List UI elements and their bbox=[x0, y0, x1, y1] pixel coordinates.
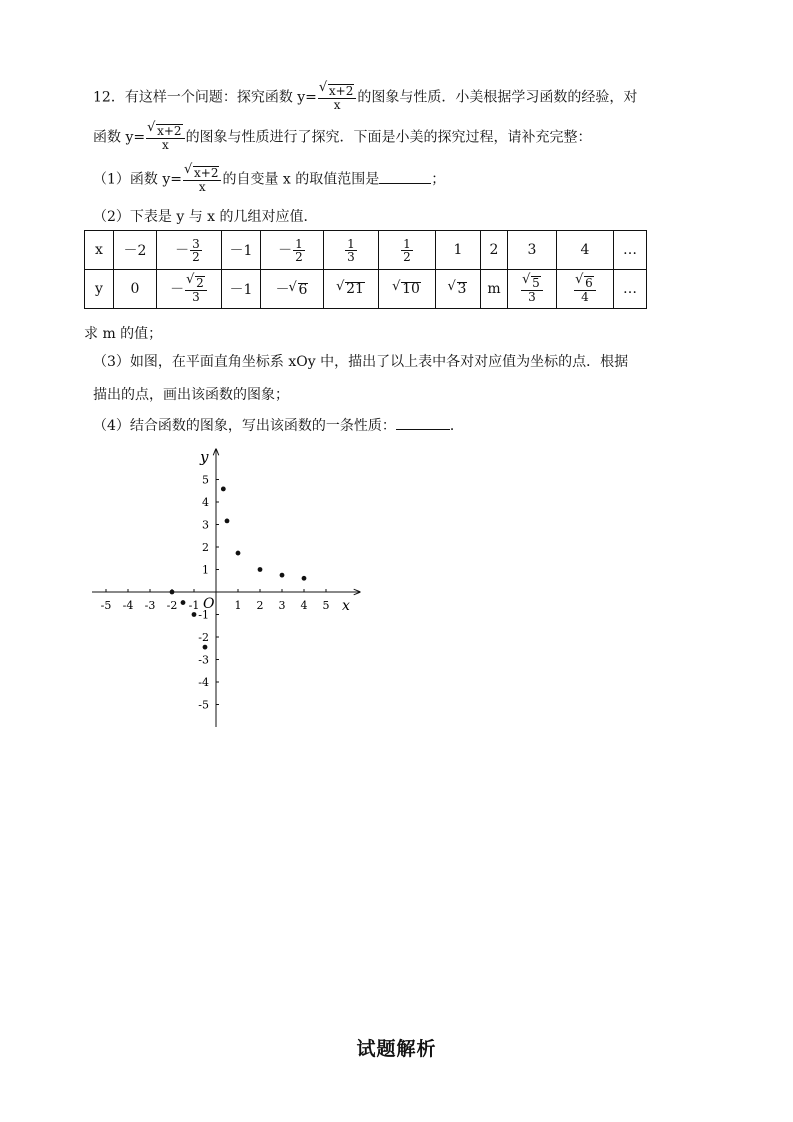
x-tick-label: -3 bbox=[144, 599, 156, 612]
ask-m: 求 m 的值； bbox=[84, 326, 163, 342]
y-tick-label: 3 bbox=[202, 518, 209, 532]
x-tick-label: -5 bbox=[100, 599, 112, 612]
table-cell: … bbox=[614, 231, 647, 270]
y-tick-label: -4 bbox=[198, 676, 209, 689]
table-row-x bbox=[85, 231, 647, 270]
x-tick-label: 3 bbox=[278, 599, 286, 612]
plotted-point bbox=[170, 590, 175, 595]
table-cell: $\frac{1}{3}$ bbox=[324, 231, 379, 270]
x-axis-label: x bbox=[342, 598, 350, 614]
y-tick-label: -3 bbox=[198, 653, 209, 667]
table-row-y bbox=[85, 270, 647, 309]
plotted-point bbox=[181, 600, 186, 605]
origin-label: O bbox=[203, 596, 215, 612]
table-cell: 3 bbox=[508, 231, 557, 270]
x-tick-label: -4 bbox=[122, 599, 134, 612]
y-tick-label: 2 bbox=[202, 541, 209, 554]
part-1: （1）函数 y= √ $\frac{x+2}{x}$ 的自变量 x 的取值范围是 ； bbox=[93, 166, 445, 193]
table-cell: √ $\frac{6}{4}$ bbox=[557, 270, 614, 309]
table-cell: 1 bbox=[436, 231, 481, 270]
answer-blank-4[interactable] bbox=[396, 429, 450, 430]
part-2: （2）下表是 y 与 x 的几组对应值． bbox=[93, 209, 318, 225]
table-cell: 2 bbox=[481, 231, 508, 270]
function-fraction: √ $\frac{x+2}{x}$ bbox=[183, 166, 221, 193]
part-4: （4）结合函数的图象，写出该函数的一条性质： ． bbox=[93, 418, 464, 434]
table-cell: √ 10 bbox=[379, 270, 436, 309]
question-text: 12．有这样一个问题：探究函数 y= bbox=[93, 89, 317, 106]
question-line-2: 函数 y= √ $\frac{x+2}{x}$ 的图象与性质进行了探究．下面是小美的探究过程，请补充完整： bbox=[93, 124, 592, 151]
table-header-x: x bbox=[85, 231, 114, 270]
answer-blank-1[interactable] bbox=[379, 183, 431, 184]
part-3-line-1: （3）如图，在平面直角坐标系 xOy 中，描出了以上表中各对对应值为坐标的点．根据 bbox=[93, 354, 629, 370]
y-tick-label: 4 bbox=[202, 496, 209, 509]
plotted-point bbox=[203, 645, 208, 650]
x-tick-label: -1 bbox=[188, 599, 200, 612]
plotted-point bbox=[221, 487, 226, 492]
table-cell: － $\frac{1}{2}$ bbox=[261, 231, 324, 270]
question-text: 的图象与性质．小美根据学习函数的经验，对 bbox=[357, 89, 638, 106]
table-cell: 4 bbox=[557, 231, 614, 270]
plotted-point bbox=[192, 612, 197, 617]
x-tick-label: 2 bbox=[256, 599, 264, 612]
value-table bbox=[84, 230, 647, 309]
question-line-1 bbox=[93, 84, 637, 111]
x-tick-label: 4 bbox=[300, 599, 308, 612]
table-cell: √ 21 bbox=[324, 270, 379, 309]
plotted-point bbox=[280, 573, 285, 578]
x-tick-label: 1 bbox=[234, 599, 242, 612]
y-tick-label: 1 bbox=[202, 563, 209, 577]
plotted-point bbox=[258, 567, 263, 572]
table-cell-m: m bbox=[481, 270, 508, 309]
y-tick-label: -1 bbox=[198, 608, 209, 622]
y-tick-label: 5 bbox=[202, 473, 209, 487]
function-fraction: √ $\frac{x+2}{x}$ bbox=[146, 124, 184, 151]
table-cell: 0 bbox=[114, 270, 157, 309]
y-tick-label: -2 bbox=[198, 631, 209, 644]
table-cell: √ $\frac{5}{3}$ bbox=[508, 270, 557, 309]
y-axis-label: y bbox=[200, 448, 209, 466]
y-tick-label: -5 bbox=[198, 698, 209, 712]
plotted-point bbox=[302, 576, 307, 581]
table-header-y: y bbox=[85, 270, 114, 309]
table-cell: －√ 6 bbox=[261, 270, 324, 309]
part-3-line-2: 描出的点，画出该函数的图象； bbox=[93, 387, 289, 403]
table-cell: $\frac{1}{2}$ bbox=[379, 231, 436, 270]
table-cell: － √ $\frac{2}{3}$ bbox=[157, 270, 222, 309]
table-cell: √ 3 bbox=[436, 270, 481, 309]
x-tick-label: 5 bbox=[322, 599, 330, 612]
x-tick-label: -2 bbox=[166, 599, 178, 612]
table-cell: － $\frac{3}{2}$ bbox=[157, 231, 222, 270]
table-cell: －2 bbox=[114, 231, 157, 270]
table-cell: －1 bbox=[222, 231, 261, 270]
section-title: 试题解析 bbox=[356, 1038, 437, 1060]
plotted-point bbox=[225, 519, 230, 524]
table-cell: … bbox=[614, 270, 647, 309]
coordinate-graph bbox=[0, 440, 793, 740]
plotted-point bbox=[236, 551, 241, 556]
table-cell: －1 bbox=[222, 270, 261, 309]
function-fraction: √ $\frac{x+2}{x}$ bbox=[318, 84, 356, 111]
